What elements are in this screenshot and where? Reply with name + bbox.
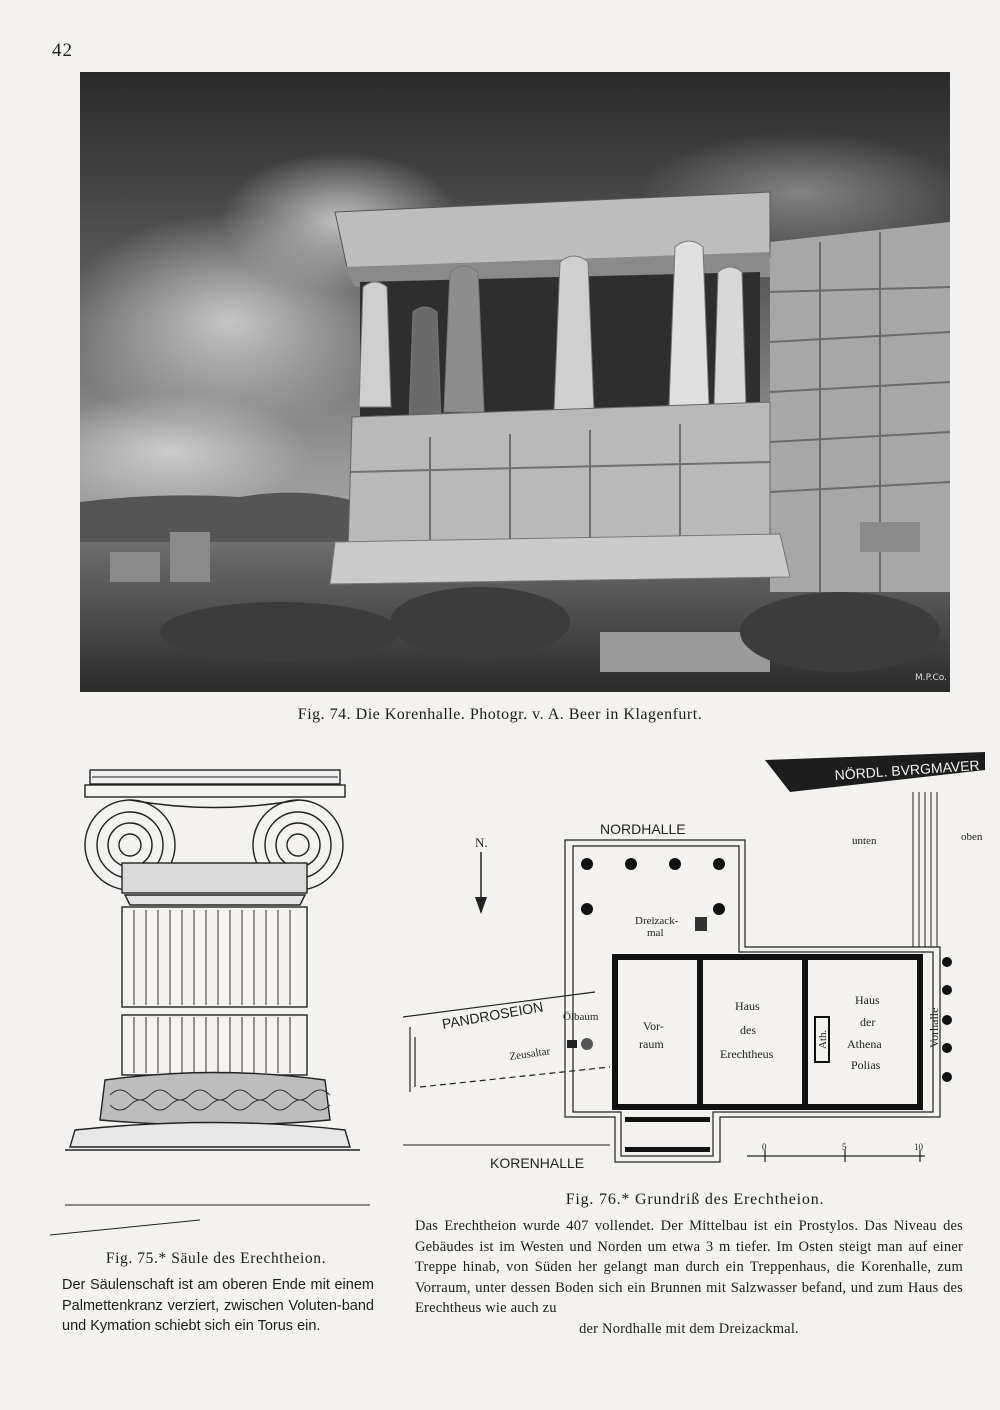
olive-tree-icon bbox=[581, 1038, 593, 1050]
haus-erechtheus-label-2: des bbox=[740, 1023, 756, 1037]
fig74-caption: Fig. 74. Die Korenhalle. Photogr. v. A. Beer in Klagenfurt. bbox=[297, 706, 703, 723]
oelbaum-label: Ölbaum bbox=[563, 1011, 599, 1023]
dreizackmal-label-2: mal bbox=[647, 927, 664, 939]
ath-label: Ath. bbox=[817, 1029, 829, 1049]
fig76-description bbox=[415, 1216, 963, 1339]
north-wall-label: NÖRDL. BVRGMAVER bbox=[834, 756, 981, 783]
erechtheion-ground-plan bbox=[395, 752, 995, 1182]
photographer-mark: M.P.Co. bbox=[915, 673, 948, 683]
page-number: 42 bbox=[52, 40, 73, 61]
fig76-description-body: Das Erechtheion wurde 407 vollendet. Der Mittelbau ist ein Prostylos. Das Niveau des Gebäudes ist im Westen und Norden um etwa 3 m tiefer. Im Osten steigt man auf einer Treppe hinab, von Süden her gelangt man durch ein Treppenhaus, die Korenhalle, zum Vorraum, unter dessen Boden sich ein Brunnen mit Salzwasser befand, und zum Haus des Erechtheus wie auch zu bbox=[415, 1218, 963, 1316]
scale-0: 0 bbox=[762, 1142, 767, 1152]
haus-athena-label-2: der bbox=[860, 1015, 876, 1029]
haus-athena-label-1: Haus bbox=[855, 993, 880, 1007]
nordhalle-label: NORDHALLE bbox=[600, 821, 686, 837]
haus-athena-label-3: Athena bbox=[847, 1037, 882, 1051]
oben-label: oben bbox=[961, 831, 983, 843]
scale-10: 10 bbox=[914, 1142, 923, 1152]
fig75-description: Der Säulenschaft ist am oberen Ende mit einem Palmettenkranz verziert, zwischen Voluten-band und Kymation schiebt sich ein Torus ein. bbox=[62, 1277, 374, 1334]
fig76-description-last-line: der Nordhalle mit dem Dreizackmal. bbox=[579, 1320, 799, 1337]
vorraum-label-2: raum bbox=[639, 1037, 664, 1051]
vorraum-label-1: Vor- bbox=[643, 1019, 664, 1033]
photo-korenhalle bbox=[80, 72, 950, 692]
ionic-column-drawing bbox=[40, 735, 385, 1245]
pandroseion-label: PANDROSEION bbox=[440, 998, 545, 1032]
haus-erechtheus-label-3: Erechtheus bbox=[720, 1047, 774, 1061]
vorhalle-label: Vorhalle bbox=[927, 1007, 941, 1048]
scale-5: 5 bbox=[842, 1142, 847, 1152]
haus-athena-label-4: Polias bbox=[851, 1058, 881, 1072]
haus-erechtheus-label-1: Haus bbox=[735, 999, 760, 1013]
fig76-caption: Fig. 76.* Grundriß des Erechtheion. bbox=[565, 1191, 825, 1208]
north-label: N. bbox=[475, 835, 488, 850]
fig75-caption: Fig. 75.* Säule des Erechtheion. bbox=[105, 1250, 327, 1267]
dreizackmal-icon bbox=[695, 917, 707, 931]
unten-label: unten bbox=[852, 835, 877, 847]
korenhalle-label: KORENHALLE bbox=[490, 1155, 585, 1171]
north-arrow-icon bbox=[475, 897, 487, 914]
dreizackmal-label-1: Dreizack- bbox=[635, 915, 679, 927]
zeusaltar-label: Zeusaltar bbox=[508, 1045, 551, 1063]
zeusaltar-icon bbox=[567, 1040, 577, 1048]
